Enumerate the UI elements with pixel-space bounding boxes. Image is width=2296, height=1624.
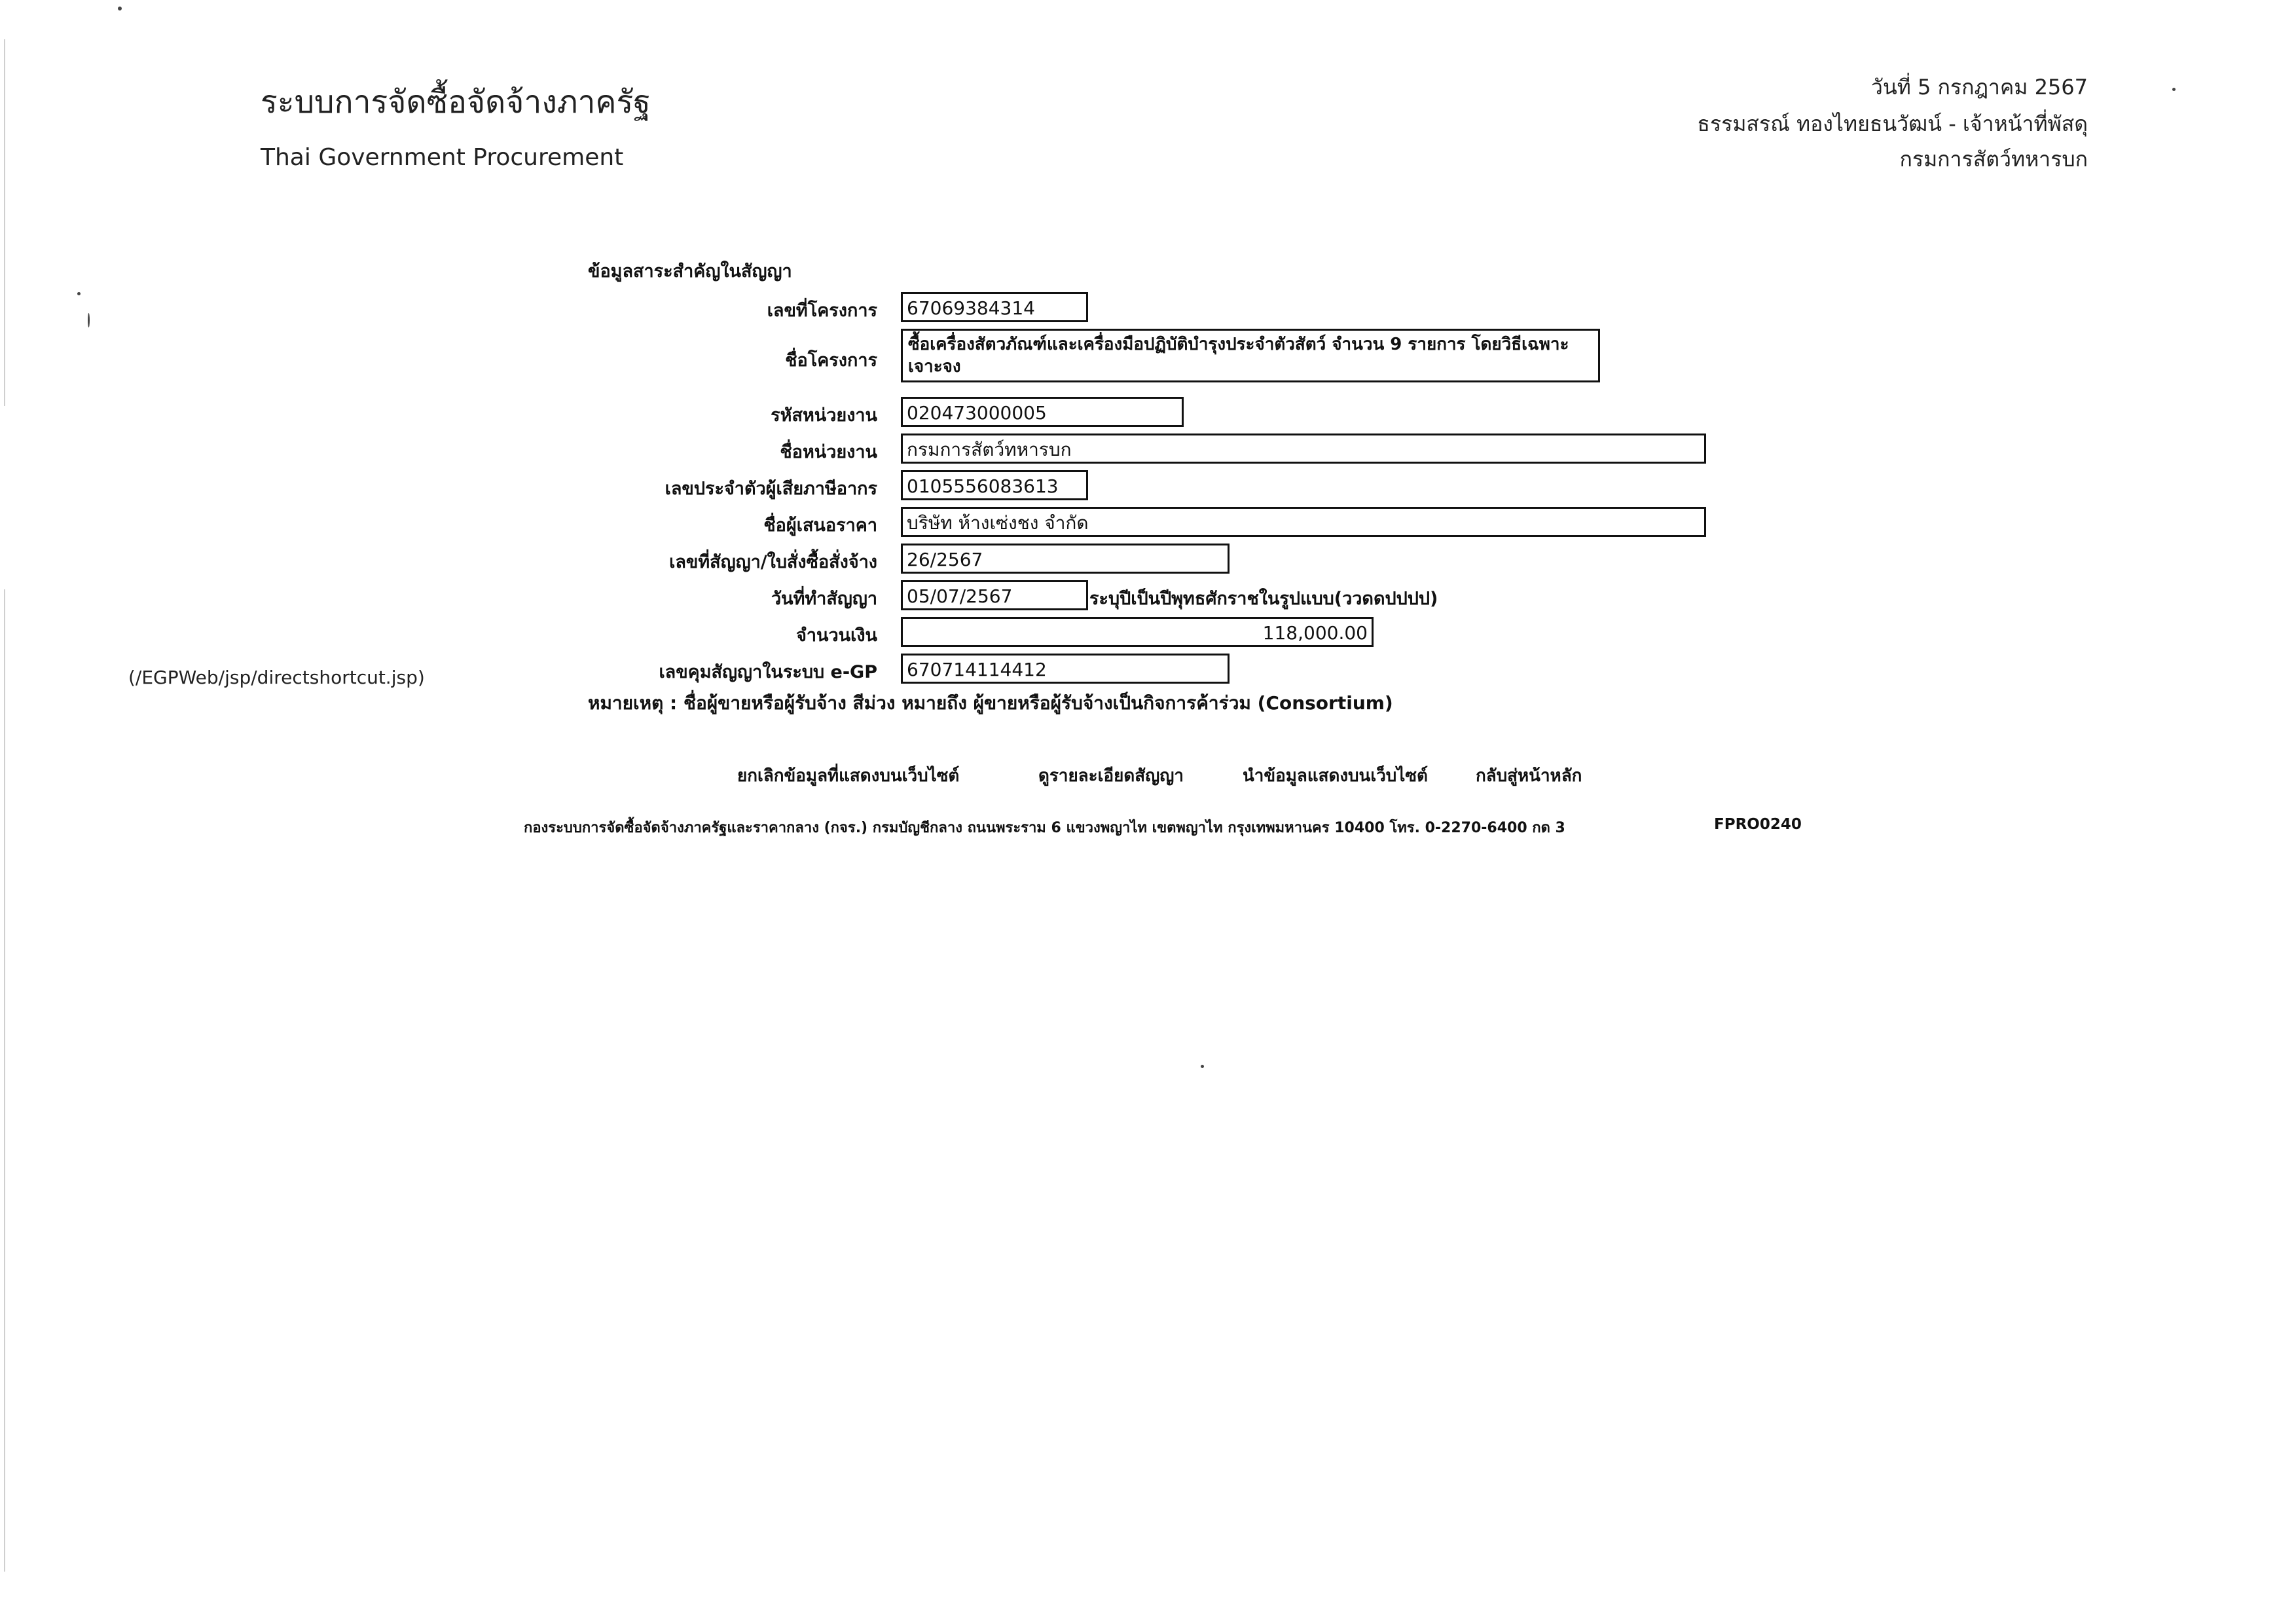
amount-label: จำนวนเงิน <box>796 625 877 646</box>
scan-speck <box>2172 88 2176 91</box>
section-title: ข้อมูลสาระสำคัญในสัญญา <box>588 261 792 282</box>
agency-code-label: รหัสหน่วยงาน <box>771 405 877 426</box>
header-department: กรมการสัตว์ทหารบก <box>1899 147 2088 172</box>
back-home-link[interactable]: กลับสู่หน้าหลัก <box>1476 766 1582 786</box>
footer-page-code: FPRO0240 <box>1714 816 1802 833</box>
publish-to-website-link[interactable]: นำข้อมูลแสดงบนเว็บไซต์ <box>1243 766 1428 786</box>
consortium-note: หมายเหตุ : ชื่อผู้ขายหรือผู้รับจ้าง สีม่วง หมายถึง ผู้ขายหรือผู้รับจ้างเป็นกิจการค้าร่วม (Consortium) <box>588 692 1393 714</box>
scan-edge-line <box>4 589 5 1572</box>
footer-organization: กองระบบการจัดซื้อจัดจ้างภาครัฐและราคากลาง (กจร.) กรมบัญชีกลาง ถนนพระราม 6 แขวงพญาไท เขตพญาไท กรุงเทพมหานคร 10400 โทร. 0-2270-6400 กด 3 <box>524 820 1565 836</box>
egp-no-field[interactable]: 670714114412 <box>901 654 1230 684</box>
header-user: ธรรมสรณ์ ทองไทยธนวัฒน์ - เจ้าหน้าที่พัสดุ <box>1697 111 2088 136</box>
view-contract-details-link[interactable]: ดูรายละเอียดสัญญา <box>1038 766 1184 786</box>
cancel-publish-link[interactable]: ยกเลิกข้อมูลที่แสดงบนเว็บไซต์ <box>737 766 960 786</box>
egp-no-label: เลขคุมสัญญาในระบบ e-GP <box>659 662 877 682</box>
bidder-name-field[interactable]: บริษัท ห้างเซ่งชง จำกัด <box>901 507 1706 537</box>
page-path: (/EGPWeb/jsp/directshortcut.jsp) <box>128 667 425 688</box>
agency-name-label: ชื่อหน่วยงาน <box>780 442 877 462</box>
system-title: ระบบการจัดซื้อจัดจ้างภาครัฐ <box>261 84 651 120</box>
contract-no-label: เลขที่สัญญา/ใบสั่งซื้อสั่งจ้าง <box>669 552 877 572</box>
agency-code-field[interactable]: 020473000005 <box>901 397 1184 427</box>
amount-field[interactable]: 118,000.00 <box>901 617 1374 647</box>
header-date: วันที่ 5 กรกฎาคม 2567 <box>1870 75 2088 100</box>
project-no-label: เลขที่โครงการ <box>767 301 877 321</box>
project-name-label: ชื่อโครงการ <box>785 350 877 371</box>
contract-no-field[interactable]: 26/2567 <box>901 544 1230 574</box>
contract-date-field[interactable]: 05/07/2567 <box>901 580 1088 610</box>
agency-name-field[interactable]: กรมการสัตว์ทหารบก <box>901 434 1706 464</box>
scan-speck <box>77 292 81 295</box>
tax-id-field[interactable]: 0105556083613 <box>901 470 1088 500</box>
contract-date-hint: ระบุปีเป็นปีพุทธศักราชในรูปแบบ(ววดดปปปป) <box>1089 589 1438 609</box>
contract-date-label: วันที่ทำสัญญา <box>771 589 877 609</box>
scan-edge-line <box>4 39 5 406</box>
scan-speck <box>118 7 122 10</box>
project-name-field[interactable]: ซื้อเครื่องสัตวภัณฑ์และเครื่องมือปฏิบัติบำรุงประจำตัวสัตว์ จำนวน 9 รายการ โดยวิธีเฉพาะเจาะจง <box>901 329 1600 382</box>
scan-speck <box>1201 1065 1204 1068</box>
project-no-field[interactable]: 67069384314 <box>901 292 1088 322</box>
scan-speck <box>88 313 90 327</box>
system-subtitle: Thai Government Procurement <box>261 144 624 171</box>
bidder-name-label: ชื่อผู้เสนอราคา <box>763 515 877 536</box>
tax-id-label: เลขประจำตัวผู้เสียภาษีอากร <box>665 479 877 499</box>
